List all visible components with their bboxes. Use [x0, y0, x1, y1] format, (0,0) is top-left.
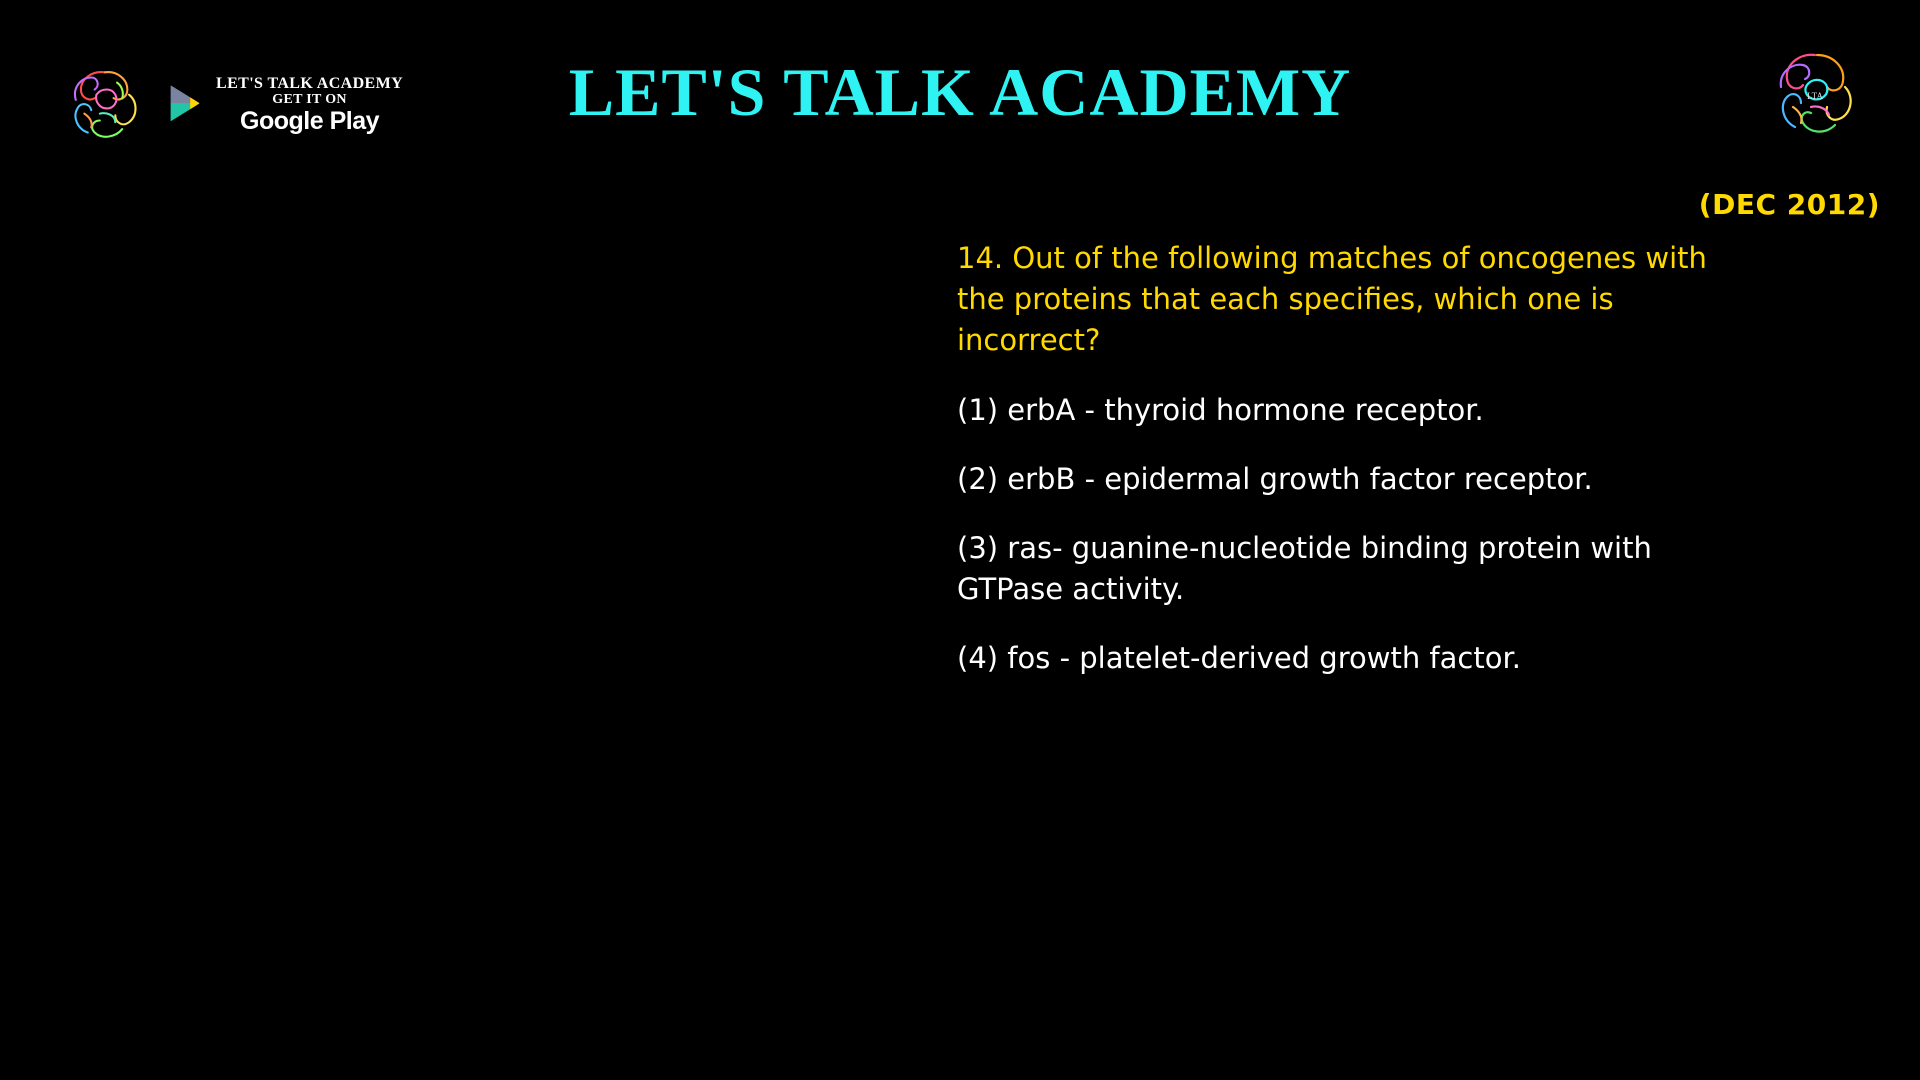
slide-header: [0, 0, 1920, 170]
get-it-on-label: GET IT ON: [272, 91, 347, 107]
question-content: [957, 238, 1837, 707]
option-3[interactable]: (3) ras- guanine-nucleotide binding protein with GTPase activity.: [957, 530, 1652, 607]
brand-right-cluster: [1765, 45, 1865, 145]
brand-small-label: LET'S TALK ACADEMY: [216, 75, 404, 93]
protein-ribbon-logo-icon: [1765, 45, 1865, 145]
option-1[interactable]: (1) erbA - thyroid hormone receptor.: [957, 392, 1484, 427]
google-play-label: Google Play: [240, 106, 380, 135]
question-text: 14. Out of the following matches of oncogenes with the proteins that each specifies, which one is incorrect?: [957, 241, 1707, 358]
option-4[interactable]: (4) fos - platelet-derived growth factor.: [957, 641, 1521, 676]
page-title: LET'S TALK ACADEMY: [568, 54, 1352, 130]
svg-text:LTA: LTA: [1807, 91, 1823, 101]
exam-date-badge: (DEC 2012): [1698, 188, 1880, 221]
option-2[interactable]: (2) erbB - epidermal growth factor receptor.: [957, 461, 1593, 496]
